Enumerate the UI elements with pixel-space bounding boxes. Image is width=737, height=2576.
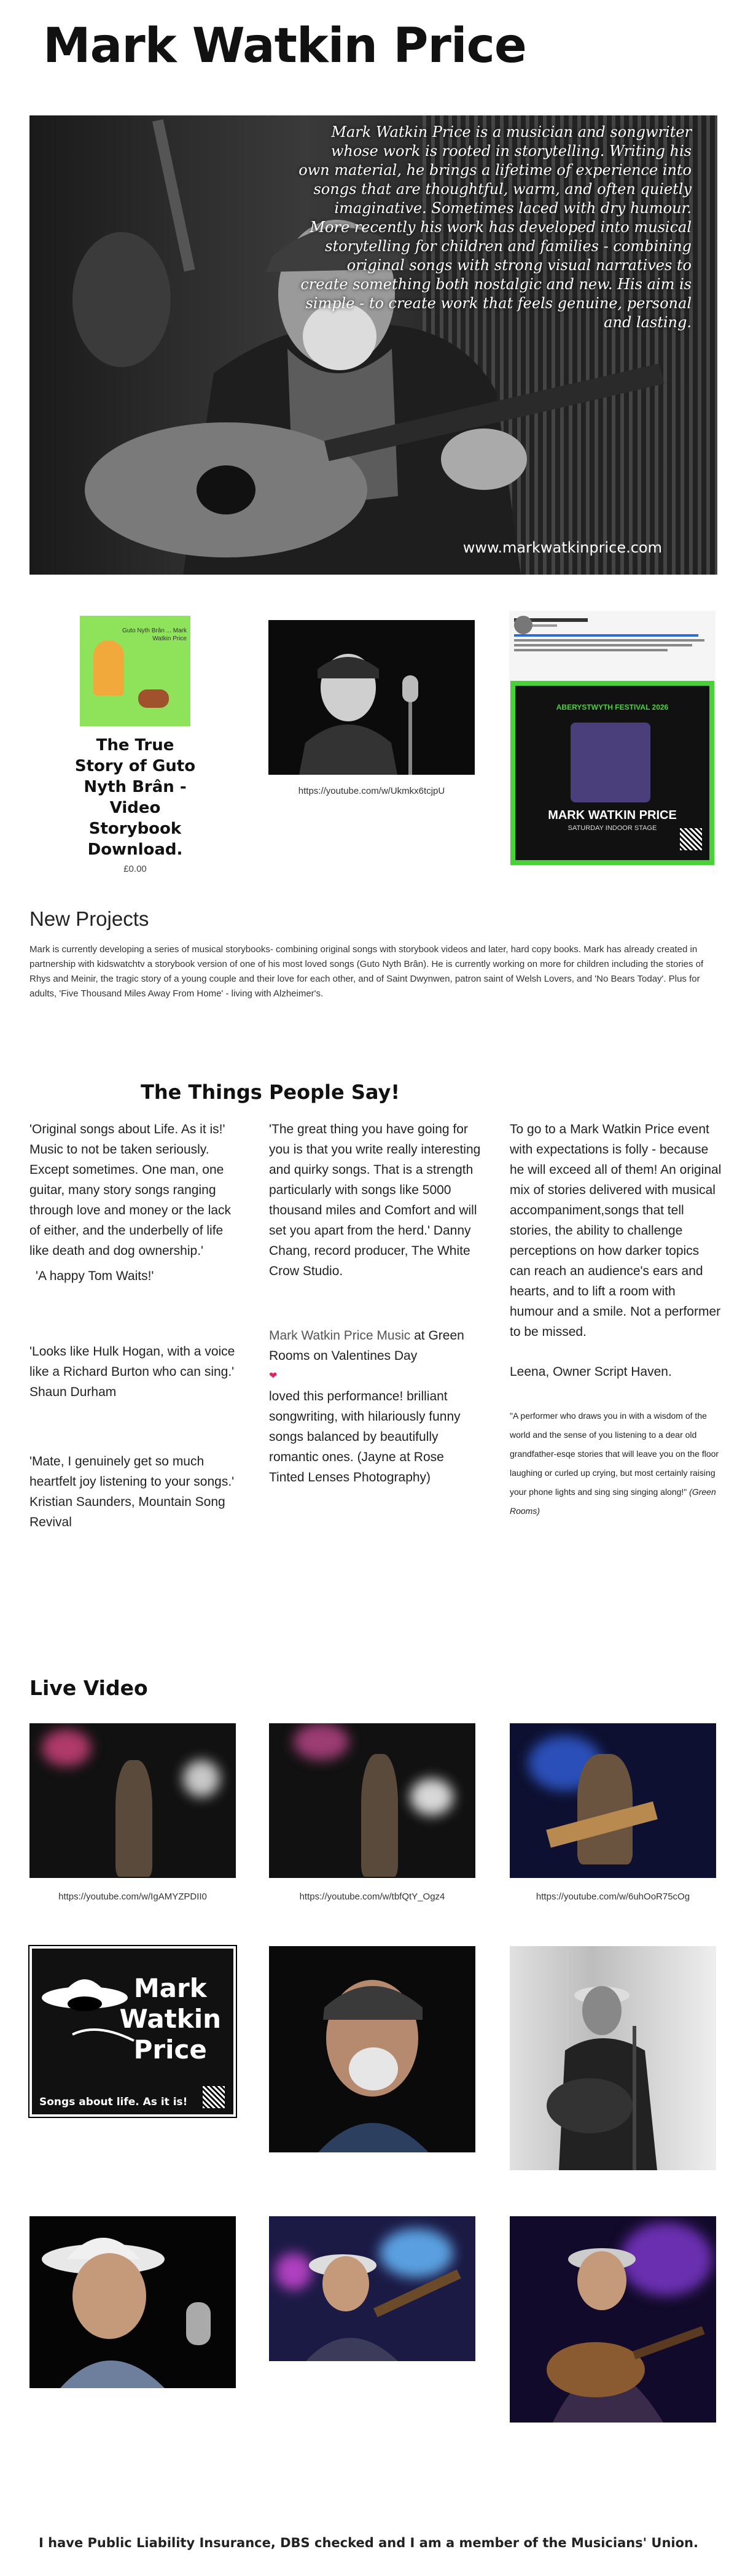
testimonial-source: (Green Rooms) xyxy=(510,1487,716,1516)
live-video-title: Live Video xyxy=(29,1676,148,1700)
testimonials-column-1 xyxy=(29,1119,241,1532)
live-video-3[interactable] xyxy=(510,1723,716,1902)
hero-image xyxy=(29,115,717,575)
live-video-2[interactable] xyxy=(269,1723,475,1902)
testimonial-quote: "A performer who draws you in with a wisdom of the world and the sense of you listening to a dear old grandfather-esqe stories that will leave you on the floor laughing or curled up crying, but most certainly raising your phone lights and sing sing singing along!" xyxy=(510,1411,719,1497)
social-post-header xyxy=(509,611,716,676)
cover-text: Guto Nyth Brân ... Mark Watkin Price xyxy=(122,627,187,642)
video-thumbnail[interactable] xyxy=(268,620,475,775)
purple-stage-photo[interactable] xyxy=(510,2216,716,2423)
testimonials-column-2 xyxy=(269,1119,481,1488)
testimonial-quote: 'Original songs about Life. As it is!' Music to not be taken seriously. Except sometimes. One man, one guitar, many story songs ranging through love and money or the lack of either, and the underbelly of life like death and dog ownership.' xyxy=(29,1122,232,1258)
product-card[interactable] xyxy=(74,616,197,874)
testimonial-quote: To go to a Mark Watkin Price event with expectations is folly - because he will exceed all of them! An original mix of stories delivered with musical accompaniment,songs that tell stories, the ability to challenge perceptions on how darker topics can reach an audience's ears and hearts, and to lift a room with humour and a smile. Not a performer to be missed. xyxy=(510,1122,722,1339)
new-projects-body: Mark is currently developing a series of musical storybooks- combining original songs with storybook videos and later, hard copy books. Mark has already created in partnership with kidswatchtv a storybook version of one of his most loved songs (Guto Nyth Brân). He is currently working on more for children including the stories of Rhys and Meinir, the tragic story of a young couple and their love for each other, and of Saint Dwynwen, patron saint of Welsh Lovers, and 'No Bears Today'. Plus for adults, 'Five Thousand Miles Away From Home' - living with Alzheimer's. xyxy=(29,944,704,999)
testimonial-author: Leena, Owner Script Haven. xyxy=(510,1365,672,1379)
avatar xyxy=(514,616,532,634)
hat-portrait-image xyxy=(29,2216,236,2388)
testimonial-quote: loved this performance! brilliant songwriting, with hilariously funny songs balanced by beautifully romantic ones. (Jayne at Rose Tinted Lenses Photography) xyxy=(269,1389,461,1484)
testimonials-column-3 xyxy=(510,1119,722,1521)
testimonial-quote: 'A happy Tom Waits!' xyxy=(36,1269,154,1283)
event-text: at Green Rooms on Valentines Day xyxy=(269,1329,464,1363)
performer-photo xyxy=(571,723,650,802)
storybook-cover-icon[interactable] xyxy=(80,616,190,726)
video-link[interactable]: https://youtube.com/w/Ukmkx6tcjpU xyxy=(298,786,445,796)
poster-image xyxy=(510,681,714,865)
site-title[interactable]: Mark Watkin Price xyxy=(43,18,526,74)
stage-lights-photo[interactable] xyxy=(269,2216,475,2361)
portrait-image xyxy=(269,1946,475,2152)
portrait-photo[interactable] xyxy=(269,1946,475,2152)
logo-wordmark: Mark Watkin Price xyxy=(119,1973,221,2065)
runner-figure xyxy=(93,640,124,696)
product-title[interactable]: The True Story of Guto Nyth Brân - Video Storybook Download. xyxy=(74,736,196,859)
featured-video[interactable] xyxy=(268,620,475,796)
festival-poster-post[interactable] xyxy=(509,611,716,866)
testimonials-heading: The Things People Say! xyxy=(141,1080,400,1104)
hero-website-url: www.markwatkinprice.com xyxy=(462,539,662,556)
performer-figure xyxy=(115,1760,152,1877)
video-link[interactable]: https://youtube.com/w/IgAMYZPDII0 xyxy=(58,1891,207,1902)
qr-code-icon xyxy=(203,2086,225,2108)
new-projects-title: New Projects xyxy=(29,907,149,930)
product-price: £0.00 xyxy=(123,864,147,874)
performer-singing-image xyxy=(510,2216,716,2423)
footer-note: I have Public Liability Insurance, DBS checked and I am a member of the Musicians' Union. xyxy=(39,2535,698,2550)
testimonial-quote: 'Mate, I genuinely get so much heartfelt joy listening to your songs.' Kristian Saunders, Mountain Song Revival xyxy=(29,1454,235,1529)
performance-bw-photo[interactable] xyxy=(510,1946,716,2170)
logo-tagline: Songs about life. As it is! xyxy=(39,2096,188,2108)
testimonial-author: Shaun Durham xyxy=(29,1385,117,1399)
dog-figure xyxy=(138,689,169,708)
bw-performer-image xyxy=(510,1946,716,2170)
testimonial-quote: 'The great thing you have going for you is that you write really interesting and quirky songs. That is a strength particularly with songs like 5000 thousand miles and Comfort and will set you apart from the herd.' Danny Chang, record producer, The White Crow Studio. xyxy=(269,1122,481,1278)
video-link[interactable]: https://youtube.com/w/tbfQtY_Ogz4 xyxy=(299,1891,445,1902)
poster-name: MARK WATKIN PRICE xyxy=(548,809,677,822)
performer-with-guitar-image xyxy=(269,2216,475,2361)
page-link[interactable]: Mark Watkin Price Music xyxy=(269,1329,411,1343)
qr-code-icon xyxy=(680,828,702,850)
performer-figure xyxy=(361,1754,398,1877)
logo-card-image[interactable] xyxy=(29,1946,236,2117)
video-thumbnail[interactable] xyxy=(510,1723,716,1878)
live-video-1[interactable] xyxy=(29,1723,236,1902)
poster-stage: SATURDAY INDOOR STAGE xyxy=(567,824,657,832)
singer-microphone-photo xyxy=(268,620,475,775)
video-link[interactable]: https://youtube.com/w/6uhOoR75cOg xyxy=(536,1891,690,1902)
hat-portrait-photo[interactable] xyxy=(29,2216,236,2388)
video-thumbnail[interactable] xyxy=(29,1723,236,1878)
heart-icon: ❤ xyxy=(269,1371,278,1381)
hero-bio: Mark Watkin Price is a musician and songwriter whose work is rooted in storytelling. Writing his own material, he brings a lifetime of experience into songs that are thoughtful, warm, and often quietly imaginative. Sometimes laced with dry humour. More recently his work has developed into musical storytelling for children and families - combining original songs with strong visual narratives to create something both nostalgic and new. His aim is simple - to create work that feels genuine, personal and lasting. xyxy=(298,123,692,331)
brand-logo[interactable] xyxy=(29,1946,236,2117)
poster-festival: ABERYSTWYTH FESTIVAL 2026 xyxy=(556,703,669,712)
testimonial-quote: 'Looks like Hulk Hogan, with a voice like a Richard Burton who can sing.' xyxy=(29,1344,235,1379)
video-thumbnail[interactable] xyxy=(269,1723,475,1878)
